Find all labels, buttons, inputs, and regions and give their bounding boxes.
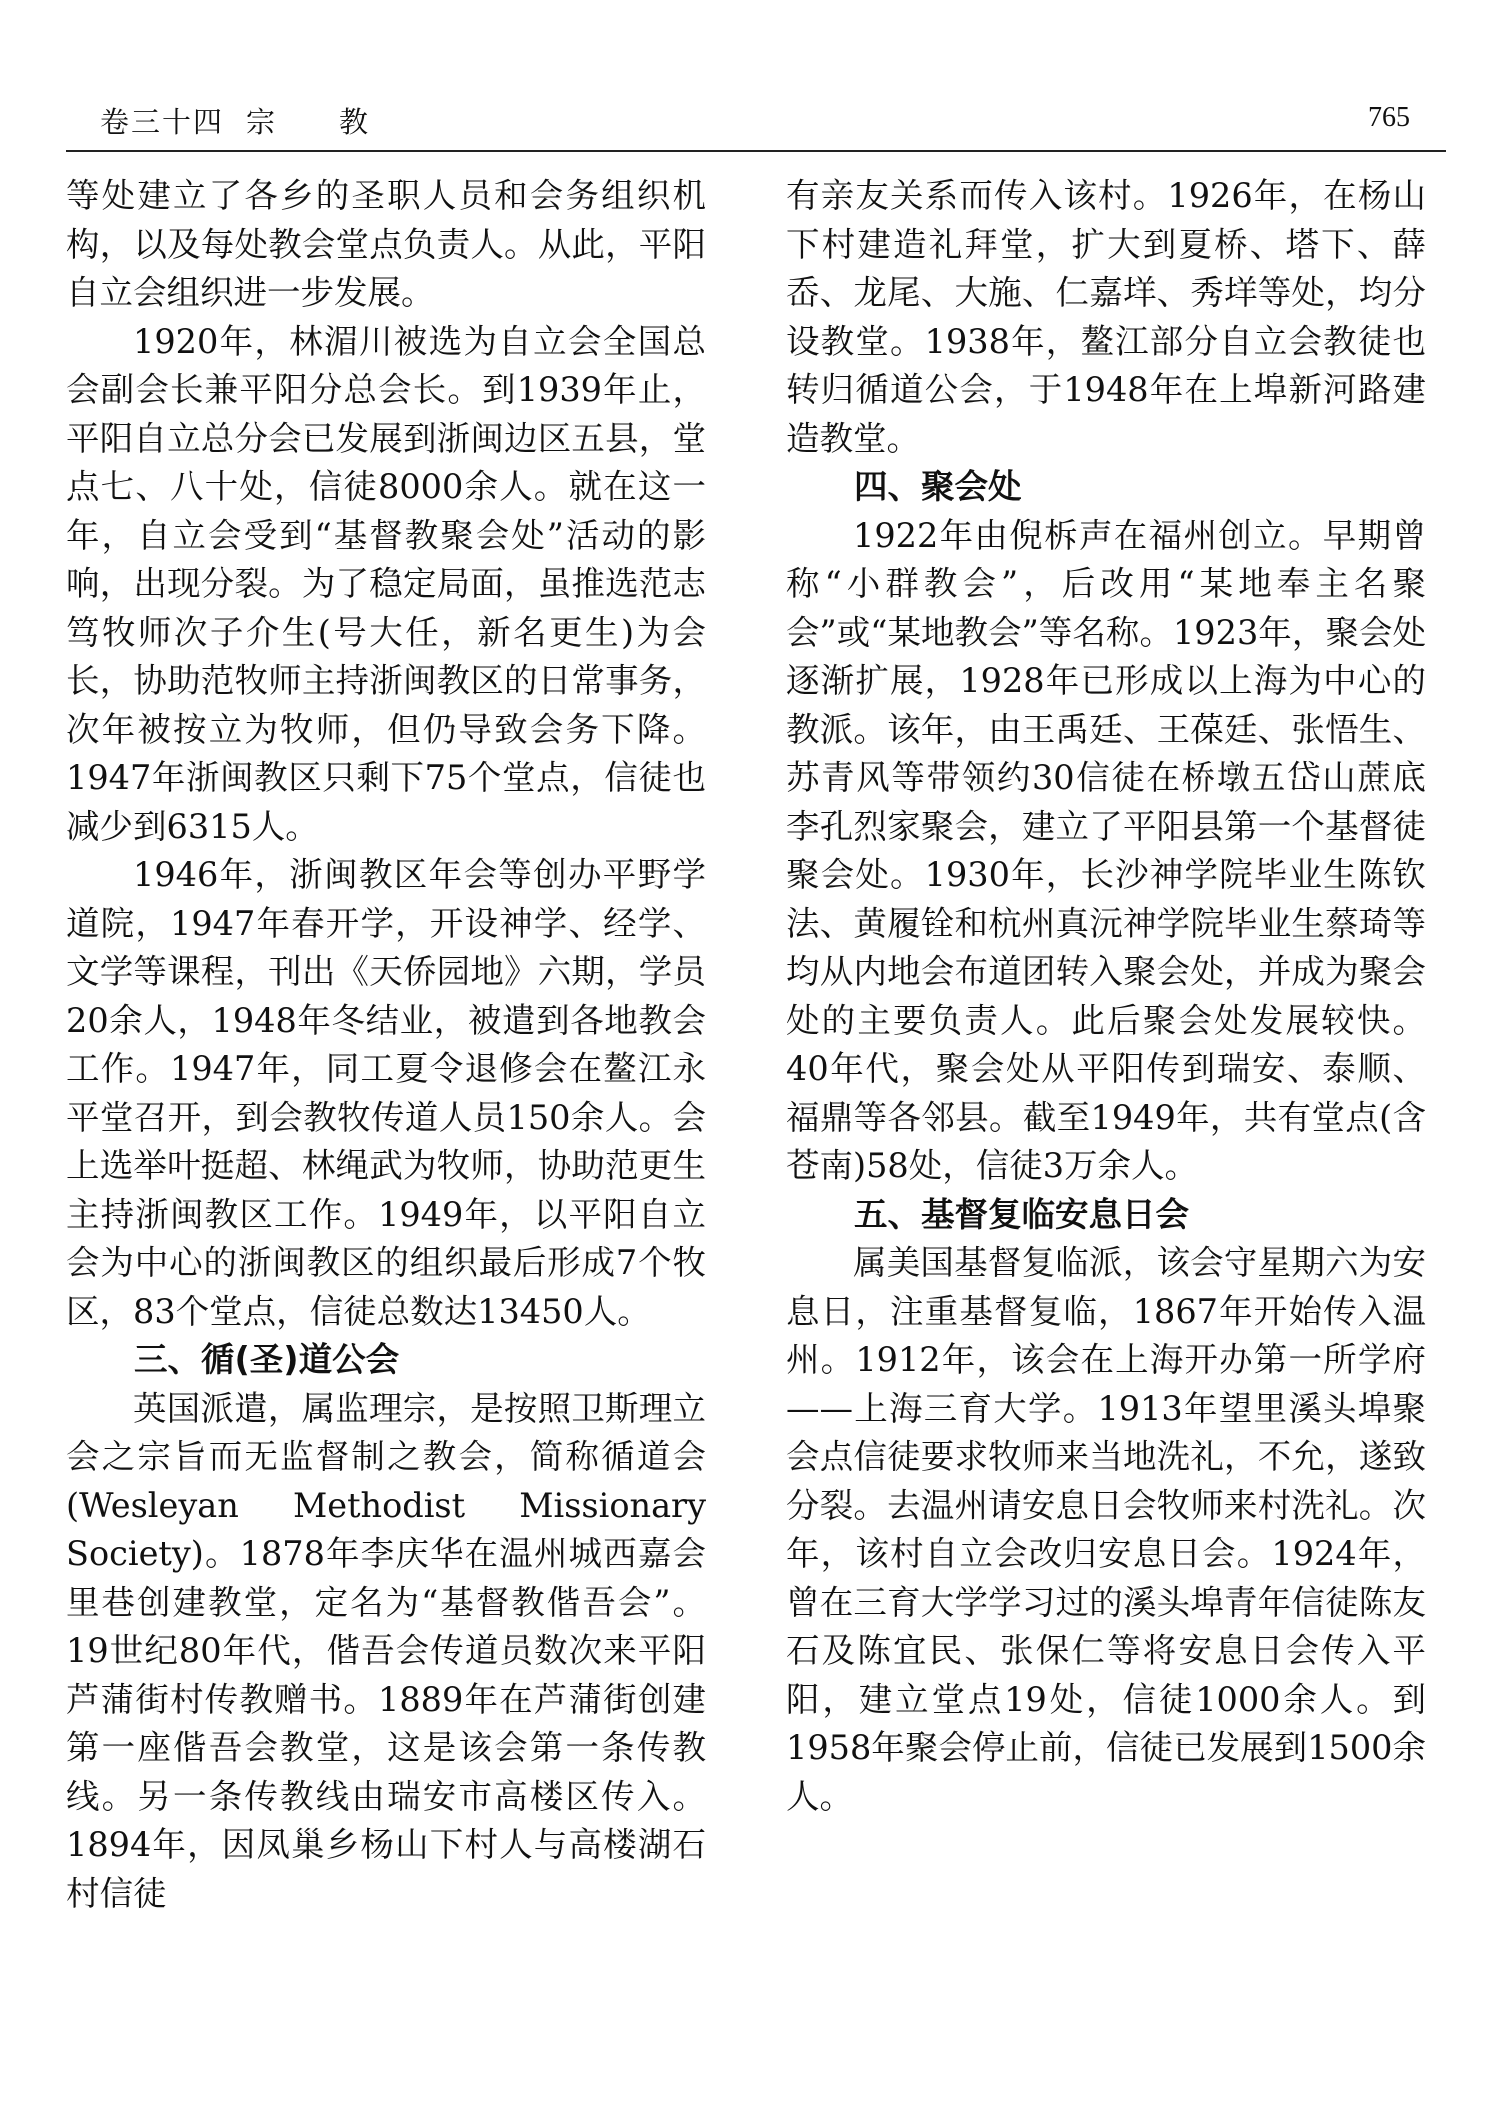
chapter-heading bbox=[100, 100, 370, 141]
page-number: 765 bbox=[1368, 102, 1410, 133]
paragraph: 有亲友关系而传入该村。1926年，在杨山下村建造礼拜堂，扩大到夏桥、塔下、薛岙、龙尾、大施、仁嘉垟、秀垟等处，均分设教堂。1938年，鳌江部分自立会教徒也转归循道公会，于1948年在上埠新河路建造教堂。 bbox=[786, 176, 1426, 458]
section-label-a: 宗 bbox=[246, 105, 278, 139]
paragraph: 属美国基督复临派，该会守星期六为安息日，注重基督复临，1867年开始传入温州。1912年，该会在上海开办第一所学府——上海三育大学。1913年望里溪头埠聚会点信徒要求牧师来当地洗礼，不允，遂致分裂。去温州请安息日会牧师来村洗礼。次年，该村自立会改归安息日会。1924年，曾在三育大学学习过的溪头埠青年信徒陈友石及陈宜民、张保仁等将安息日会传入平阳，建立堂点19处，信徒1000余人。到1958年聚会停止前，信徒已发展到1500余人。 bbox=[786, 1243, 1426, 1816]
right-column bbox=[786, 172, 1426, 1821]
paragraph: 英国派遣，属监理宗，是按照卫斯理立会之宗旨而无监督制之教会，简称循道会(Wesleyan Methodist Missionary Society)。1878年李庆华在温州城西嘉会里巷创建教堂，定名为“基督教偕吾会”。19世纪80年代，偕吾会传道员数次来平阳芦蒲街村传教赠书。1889年在芦蒲街创建第一座偕吾会教堂，这是该会第一条传教线。另一条传教线由瑞安市高楼区传入。1894年，因凤巢乡杨山下村人与高楼湖石村信徒 bbox=[66, 1388, 706, 1913]
paragraph: 等处建立了各乡的圣职人员和会务组织机构，以及每处教会堂点负责人。从此，平阳自立会组织进一步发展。 bbox=[66, 176, 706, 312]
paragraph: 1946年，浙闽教区年会等创办平野学道院，1947年春开学，开设神学、经学、文学等课程，刊出《天侨园地》六期，学员20余人，1948年冬结业，被遣到各地教会工作。1947年，同工夏令退修会在鳌江永平堂召开，到会教牧传道人员150余人。会上选举叶挺超、林绳武为牧师，协助范更生主持浙闽教区工作。1949年，以平阳自立会为中心的浙闽教区的组织最后形成7个牧区，83个堂点，信徒总数达13450人。 bbox=[66, 855, 706, 1331]
left-column bbox=[66, 172, 706, 1918]
paragraph: 1920年，林湄川被选为自立会全国总会副会长兼平阳分总会长。到1939年止，平阳自立总分会已发展到浙闽边区五县，堂点七、八十处，信徒8000余人。就在这一年，自立会受到“基督教聚会处”活动的影响，出现分裂。为了稳定局面，虽推选范志笃牧师次子介生(号大任，新名更生)为会长，协助范牧师主持浙闽教区的日常事务，次年被按立为牧师，但仍导致会务下降。1947年浙闽教区只剩下75个堂点，信徒也减少到6315人。 bbox=[66, 321, 706, 846]
running-header bbox=[66, 100, 1446, 152]
chapter-label: 卷三十四 bbox=[100, 105, 225, 139]
section-heading: 四、聚会处 bbox=[854, 467, 1022, 506]
section-heading: 五、基督复临安息日会 bbox=[854, 1194, 1189, 1234]
section-label-b: 教 bbox=[339, 105, 371, 139]
section-heading: 三、循(圣)道公会 bbox=[134, 1340, 400, 1379]
paragraph: 1922年由倪柝声在福州创立。早期曾称“小群教会”，后改用“某地奉主名聚会”或“某地教会”等名称。1923年，聚会处逐渐扩展，1928年已形成以上海为中心的教派。该年，由王禹廷、王葆廷、张悟生、苏青风等带领约30信徒在桥墩五岱山蔗底李孔烈家聚会，建立了平阳县第一个基督徒聚会处。1930年，长沙神学院毕业生陈钦法、黄履铨和杭州真沅神学院毕业生蔡琦等均从内地会布道团转入聚会处，并成为聚会处的主要负责人。此后聚会处发展较快。40年代，聚会处从平阳传到瑞安、泰顺、福鼎等各邻县。截至1949年，共有堂点(含苍南)58处，信徒3万余人。 bbox=[786, 515, 1426, 1185]
